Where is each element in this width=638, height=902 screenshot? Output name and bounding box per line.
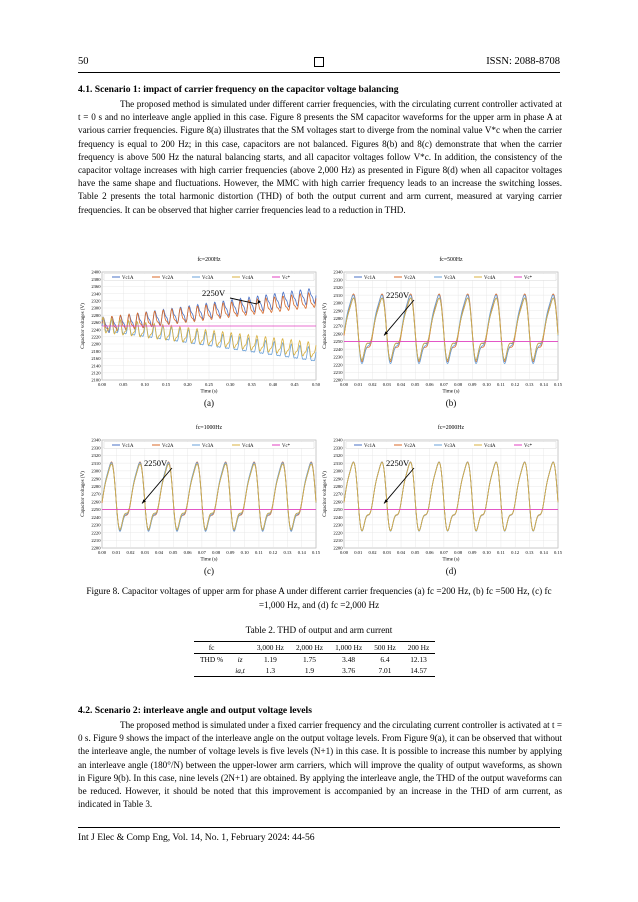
x-tick-label: 0.00 <box>339 550 349 555</box>
table-cell: 1.75 <box>303 655 316 664</box>
y-tick-label: 2240 <box>91 514 101 520</box>
x-tick-label: 0.00 <box>339 382 349 387</box>
section-heading-1: 4.1. Scenario 1: impact of carrier frequency on the capacitor voltage balancing <box>78 84 399 95</box>
y-tick-label: 2260 <box>333 331 343 337</box>
table-header-cell: 1,000 Hz <box>329 642 368 654</box>
x-tick-label: 0.11 <box>496 382 505 387</box>
chart-panel-c <box>78 421 321 576</box>
y-tick-label: 2200 <box>91 341 101 347</box>
x-tick-label: 0.00 <box>97 382 107 387</box>
y-tick-label: 2340 <box>91 291 101 297</box>
x-tick-label: 0.01 <box>112 550 121 555</box>
x-axis-label: Time (s) <box>200 557 218 563</box>
x-tick-label: 0.02 <box>368 550 377 555</box>
y-tick-label: 2290 <box>333 308 343 314</box>
y-tick-label: 2300 <box>333 300 343 306</box>
x-tick-label: 0.15 <box>553 550 563 555</box>
y-tick-label: 2270 <box>333 491 343 497</box>
legend-entry: Vc2A <box>162 443 174 449</box>
x-axis-label: Time (s) <box>200 389 218 395</box>
legend-entry: Vc1A <box>364 275 376 281</box>
table-cell <box>194 665 229 677</box>
y-tick-label: 2220 <box>333 530 343 536</box>
y-tick-label: 2230 <box>333 522 343 528</box>
y-tick-label: 2220 <box>91 334 101 340</box>
x-tick-label: 0.05 <box>119 382 128 387</box>
thd-table <box>194 641 435 677</box>
y-tick-label: 2270 <box>91 491 101 497</box>
x-axis-label: Time (s) <box>442 389 460 395</box>
x-tick-label: 0.15 <box>311 550 321 555</box>
legend-entry: Vc4A <box>242 443 254 449</box>
legend-entry: Vc4A <box>242 275 254 281</box>
x-tick-label: 0.05 <box>411 550 420 555</box>
x-tick-label: 0.10 <box>482 382 491 387</box>
x-tick-label: 0.08 <box>454 550 463 555</box>
x-tick-label: 0.09 <box>468 550 477 555</box>
y-tick-label: 2280 <box>91 312 101 318</box>
legend-entry: Vc4A <box>484 275 496 281</box>
x-tick-label: 0.00 <box>97 550 107 555</box>
section-paragraph-2: The proposed method is simulated under a fixed carrier frequency and the circulating current controller is activated at t = 0 s. Figure 9 shows the impact of the interleave angle on the output voltage levels. From Figure 9(a), it can be observed that without the interleave angle, the number of voltage levels is five levels (N+1) in this case. It is possible to increase this number by applying an interleave angle (180°/N) between the upper-lower arm carriers, which will improve the quality of output waveforms, as shown in Figure 9(b). In this case, nine levels (2N+1) are obtained. By applying the interleave angle, the THD of the output waveforms can be reduced. However, it should be noted that this improvement is accompanied by an increase in the THD of arm current, as indicated in Table 3. <box>78 720 562 810</box>
y-tick-label: 2310 <box>333 460 343 466</box>
y-tick-label: 2220 <box>333 362 343 368</box>
chart-panel-d <box>320 421 563 576</box>
legend-entry: Vc2A <box>162 275 174 281</box>
y-tick-label: 2210 <box>333 537 343 543</box>
legend-entry: Vc1A <box>122 443 134 449</box>
legend-entry: Vc* <box>282 443 290 449</box>
y-tick-label: 2230 <box>91 522 101 528</box>
y-tick-label: 2280 <box>333 315 343 321</box>
x-tick-label: 0.13 <box>283 550 292 555</box>
table-cell: 1.3 <box>251 665 290 677</box>
x-tick-label: 0.13 <box>525 550 534 555</box>
x-tick-label: 0.12 <box>269 550 278 555</box>
table-cell: 3.48 <box>342 655 356 664</box>
y-tick-label: 2340 <box>333 269 343 275</box>
section-paragraph-1: The proposed method is simulated under different carrier frequencies, with the circulating current controller activated at t = 0 s and no interleave angle applied in this case. Figure 8 presents the SM capacitor waveforms for the upper arm in phase A at various carrier frequencies. Figure 8(a) illustrates that the SM voltages start to diverge from the nominal value V*c when the carrier frequency is equal to 200 Hz; in this case, capacitors are not balanced. Figures 8(b) and 8(c) demonstrate that when the carrier frequency is above 500 Hz the natural balancing starts, and all capacitor voltages follow V*c. In addition, the consistency of the capacitor voltage increases with high carrier frequencies (above 2,000 Hz) as presented in Figure 8(d) when all capacitor voltages have the same shape and fluctuations. However, the MMC with high carrier frequency leads to an increase the switching losses. Table 2 presents the total harmonic distortion (THD) of both the output current and arm current, measured at varying carrier frequencies. It can be observed that higher carrier frequencies lead to a reduction in THD. <box>78 99 562 215</box>
annotation-label: 2250V <box>386 290 410 300</box>
legend-entry: Vc3A <box>444 275 456 281</box>
x-tick-label: 0.09 <box>226 550 235 555</box>
x-axis-label: Time (s) <box>442 557 460 563</box>
x-tick-label: 0.04 <box>155 550 164 555</box>
legend-entry: Vc4A <box>484 443 496 449</box>
x-tick-label: 0.01 <box>354 550 363 555</box>
y-tick-label: 2380 <box>91 276 101 282</box>
table-header-cell: 3,000 Hz <box>251 642 290 654</box>
figure-caption: Figure 8. Capacitor voltages of upper arm for phase A under different carrier frequencies (a) fc =200 Hz, (b) fc =500 Hz, (c) fc =1,000 Hz, and (d) fc =2,000 Hz <box>86 586 552 610</box>
y-tick-label: 2330 <box>333 277 343 283</box>
y-tick-label: 2220 <box>91 530 101 536</box>
y-tick-label: 2400 <box>91 269 101 275</box>
x-tick-label: 0.08 <box>212 550 221 555</box>
x-tick-label: 0.15 <box>162 382 171 387</box>
y-axis-label: Capacitor voltages (V) <box>323 303 328 349</box>
table-header-cell: fc <box>194 642 229 654</box>
y-tick-label: 2330 <box>91 445 101 451</box>
x-tick-label: 0.14 <box>539 382 548 387</box>
table-cell: 6.4 <box>380 655 390 664</box>
legend-entry: Vc* <box>282 275 290 281</box>
x-tick-label: 0.14 <box>297 550 306 555</box>
x-tick-label: 0.05 <box>169 550 178 555</box>
y-tick-label: 2120 <box>91 370 101 376</box>
y-tick-label: 2340 <box>91 437 101 443</box>
legend-entry: Vc2A <box>404 275 416 281</box>
x-tick-label: 0.50 <box>311 382 321 387</box>
y-tick-label: 2310 <box>333 292 343 298</box>
x-tick-label: 0.02 <box>126 550 135 555</box>
y-tick-label: 2260 <box>333 499 343 505</box>
section-heading-2: 4.2. Scenario 2: interleave angle and output voltage levels <box>78 705 312 716</box>
y-tick-label: 2300 <box>91 468 101 474</box>
annotation-label: 2250V <box>202 288 226 298</box>
x-tick-label: 0.04 <box>397 382 406 387</box>
y-tick-label: 2320 <box>91 298 101 304</box>
chart-title: fc=200Hz <box>197 257 221 263</box>
x-tick-label: 0.02 <box>368 382 377 387</box>
y-tick-label: 2320 <box>333 285 343 291</box>
header-rule <box>78 72 560 73</box>
table-cell: ia,t <box>229 665 251 677</box>
x-tick-label: 0.12 <box>511 382 520 387</box>
y-tick-label: 2250 <box>333 507 343 513</box>
y-tick-label: 2200 <box>333 545 343 551</box>
x-tick-label: 0.09 <box>468 382 477 387</box>
table-cell: 14.57 <box>402 665 436 677</box>
legend-entry: Vc2A <box>404 443 416 449</box>
panel-label: (c) <box>204 566 214 576</box>
x-tick-label: 0.04 <box>397 550 406 555</box>
legend-entry: Vc3A <box>202 275 214 281</box>
table-cell: THD % <box>200 655 224 664</box>
y-tick-label: 2320 <box>333 453 343 459</box>
annotation-label: 2250V <box>386 458 410 468</box>
y-tick-label: 2230 <box>333 354 343 360</box>
x-tick-label: 0.06 <box>425 550 434 555</box>
x-tick-label: 0.08 <box>454 382 463 387</box>
y-tick-label: 2140 <box>91 363 101 369</box>
y-tick-label: 2250 <box>333 339 343 345</box>
y-axis-label: Capacitor voltages (V) <box>81 471 86 517</box>
footer-rule <box>78 827 560 828</box>
y-tick-label: 2290 <box>91 476 101 482</box>
y-tick-label: 2200 <box>91 545 101 551</box>
x-tick-label: 0.03 <box>382 550 391 555</box>
x-tick-label: 0.11 <box>496 550 505 555</box>
x-tick-label: 0.03 <box>382 382 391 387</box>
table-header-cell <box>229 642 251 654</box>
y-tick-label: 2300 <box>333 468 343 474</box>
page-number: 50 <box>78 56 89 67</box>
x-tick-label: 0.07 <box>197 550 206 555</box>
issn: ISSN: 2088-8708 <box>486 56 560 67</box>
x-tick-label: 0.07 <box>439 382 448 387</box>
x-tick-label: 0.30 <box>226 382 235 387</box>
chart-title: fc=500Hz <box>439 257 463 263</box>
x-tick-label: 0.10 <box>482 550 491 555</box>
table-cell: 7.01 <box>368 665 402 677</box>
page-header <box>78 56 560 72</box>
x-tick-label: 0.14 <box>539 550 548 555</box>
legend-entry: Vc3A <box>202 443 214 449</box>
y-axis-label: Capacitor voltages (V) <box>323 471 328 517</box>
y-tick-label: 2160 <box>91 356 101 362</box>
y-axis-label: Capacitor voltages (V) <box>81 303 86 349</box>
legend-entry: Vc1A <box>122 275 134 281</box>
y-tick-label: 2310 <box>91 460 101 466</box>
y-tick-label: 2320 <box>91 453 101 459</box>
table-cell: 1.19 <box>263 655 277 664</box>
square-icon <box>314 57 324 67</box>
figure-8 <box>78 253 563 576</box>
y-tick-label: 2340 <box>333 437 343 443</box>
y-tick-label: 2250 <box>91 507 101 513</box>
table-header-cell: 2,000 Hz <box>290 642 329 654</box>
y-tick-label: 2240 <box>91 327 101 333</box>
table-cell: 12.13 <box>410 655 427 664</box>
chart-panel-b <box>320 253 563 408</box>
y-tick-label: 2260 <box>91 320 101 326</box>
table-header-cell: 500 Hz <box>368 642 402 654</box>
annotation-label: 2250V <box>144 458 168 468</box>
chart-panel-a <box>78 253 321 408</box>
y-tick-label: 2180 <box>91 348 101 354</box>
table-cell: 1.9 <box>290 665 329 677</box>
x-tick-label: 0.07 <box>439 550 448 555</box>
chart-title: fc=2000Hz <box>437 425 465 431</box>
x-tick-label: 0.20 <box>183 382 192 387</box>
x-tick-label: 0.45 <box>290 382 299 387</box>
x-tick-label: 0.15 <box>553 382 563 387</box>
y-tick-label: 2300 <box>91 305 101 311</box>
y-tick-label: 2200 <box>333 377 343 383</box>
x-tick-label: 0.12 <box>511 550 520 555</box>
y-tick-label: 2210 <box>333 369 343 375</box>
table-cell: iz <box>237 655 243 664</box>
panel-label: (a) <box>204 398 214 408</box>
panel-label: (d) <box>445 566 457 576</box>
x-tick-label: 0.35 <box>247 382 256 387</box>
legend-entry: Vc* <box>524 443 532 449</box>
y-tick-label: 2280 <box>333 483 343 489</box>
y-tick-label: 2290 <box>333 476 343 482</box>
x-tick-label: 0.01 <box>354 382 363 387</box>
y-tick-label: 2330 <box>333 445 343 451</box>
x-tick-label: 0.06 <box>183 550 192 555</box>
x-tick-label: 0.11 <box>254 550 263 555</box>
x-tick-label: 0.13 <box>525 382 534 387</box>
y-tick-label: 2280 <box>91 483 101 489</box>
legend-entry: Vc* <box>524 275 532 281</box>
y-tick-label: 2270 <box>333 323 343 329</box>
x-tick-label: 0.06 <box>425 382 434 387</box>
y-tick-label: 2240 <box>333 346 343 352</box>
y-tick-label: 2360 <box>91 284 101 290</box>
y-tick-label: 2240 <box>333 514 343 520</box>
x-tick-label: 0.10 <box>140 382 149 387</box>
x-tick-label: 0.10 <box>240 550 249 555</box>
x-tick-label: 0.25 <box>204 382 214 387</box>
table-header-cell: 200 Hz <box>402 642 436 654</box>
legend-entry: Vc3A <box>444 443 456 449</box>
table-cell: 3.76 <box>329 665 368 677</box>
legend-entry: Vc1A <box>364 443 376 449</box>
x-tick-label: 0.03 <box>140 550 149 555</box>
chart-title: fc=1000Hz <box>195 425 223 431</box>
table-row <box>194 665 435 677</box>
page-footer: Int J Elec & Comp Eng, Vol. 14, No. 1, February 2024: 44-56 <box>78 832 315 843</box>
table-caption: Table 2. THD of output and arm current <box>245 625 393 635</box>
y-tick-label: 2100 <box>91 377 101 383</box>
x-tick-label: 0.40 <box>269 382 278 387</box>
x-tick-label: 0.05 <box>411 382 420 387</box>
y-tick-label: 2260 <box>91 499 101 505</box>
y-tick-label: 2210 <box>91 537 101 543</box>
table-row <box>194 654 435 666</box>
panel-label: (b) <box>445 398 457 408</box>
